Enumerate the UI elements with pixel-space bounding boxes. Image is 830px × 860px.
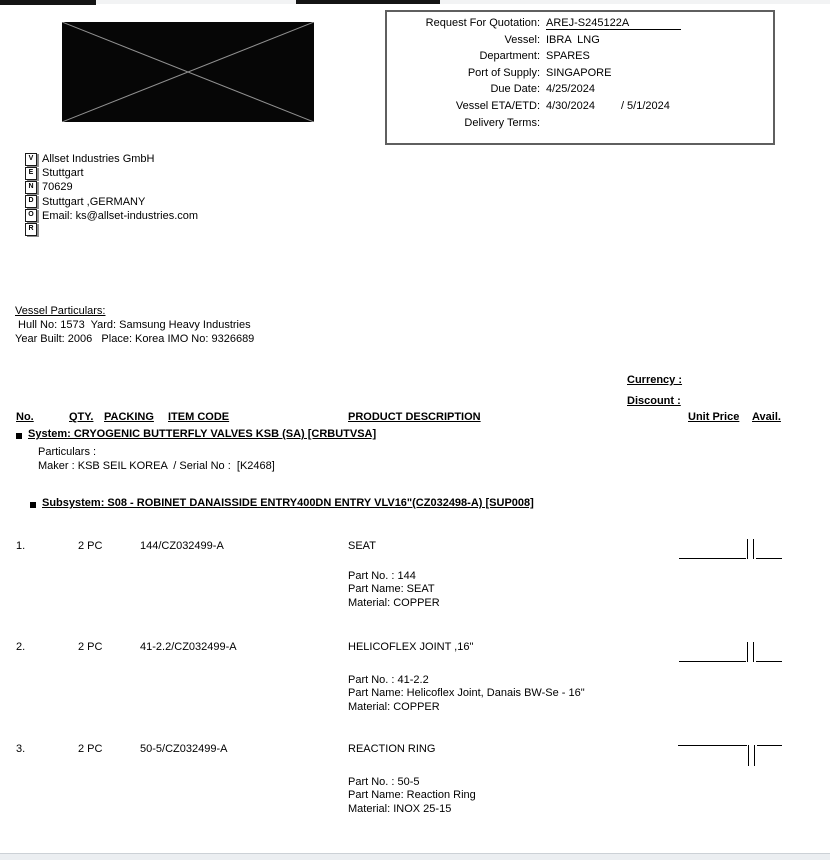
vendor-tag <box>25 153 39 237</box>
item-description: HELICOFLEX JOINT ,16" <box>348 641 474 653</box>
image-x-icon <box>62 22 314 122</box>
currency-label: Currency : <box>627 374 683 386</box>
vendor-tag-letter: O <box>25 209 37 222</box>
system-maker-line: Maker : KSB SEIL KOREA / Serial No : [K2468] <box>38 460 275 472</box>
price-divider-tick <box>753 539 754 559</box>
column-header-avail: Avail. <box>752 411 781 423</box>
delivery-terms-label: Delivery Terms: <box>464 116 540 129</box>
due-date-label: Due Date: <box>490 83 540 96</box>
item-qty: 2 PC <box>78 540 103 552</box>
item-detail-block <box>348 570 440 610</box>
vessel-particulars-line-2: Year Built: 2006 Place: Korea IMO No: 9326689 <box>15 333 255 346</box>
item-no: 2. <box>16 641 26 653</box>
page-bottom-edge <box>0 853 830 860</box>
vendor-address-block <box>42 152 198 223</box>
item-material: Material: INOX 25-15 <box>348 802 452 815</box>
item-code: 50-5/CZ032499-A <box>140 743 228 755</box>
eta-value: 4/30/2024 <box>546 99 595 112</box>
item-description: REACTION RING <box>348 743 436 755</box>
subsystem-title: Subsystem: S08 - ROBINET DANAISSIDE ENTRY400DN ENTRY VLV16"(CZ032498-A) [SUP008] <box>42 497 534 509</box>
vessel-particulars-line-1: Hull No: 1573 Yard: Samsung Heavy Industries <box>15 319 251 332</box>
avail-blank-line <box>756 558 782 559</box>
price-fields <box>679 539 782 559</box>
delivery-terms-row <box>395 117 767 134</box>
vessel-label: Vessel: <box>504 33 540 46</box>
item-material: Material: COPPER <box>348 596 440 609</box>
rfq-number-value: AREJ-S245122A <box>546 17 681 30</box>
subsystem-bullet-icon <box>30 502 36 508</box>
vendor-tag-letter: V <box>25 153 37 166</box>
item-part-no: Part No. : 41-2.2 <box>348 674 429 686</box>
rfq-info-box <box>385 10 775 145</box>
eta-etd-label: Vessel ETA/ETD: <box>455 99 540 112</box>
port-of-supply-label: Port of Supply: <box>467 66 540 79</box>
eta-etd-row <box>395 100 767 117</box>
item-code: 41-2.2/CZ032499-A <box>140 641 237 653</box>
system-bullet-icon <box>16 433 22 439</box>
vendor-postal-code: 70629 <box>42 181 73 194</box>
rfq-number-row <box>395 17 767 34</box>
price-divider-tick <box>754 745 755 766</box>
column-header-unit-price: Unit Price <box>688 411 740 423</box>
column-header-description: PRODUCT DESCRIPTION <box>348 411 481 423</box>
column-header-item-code: ITEM CODE <box>168 411 230 423</box>
item-part-no: Part No. : 144 <box>348 570 416 582</box>
vessel-particulars-title: Vessel Particulars: <box>15 305 106 317</box>
rfq-number-label: Request For Quotation: <box>425 17 540 29</box>
item-qty: 2 PC <box>78 743 103 755</box>
item-part-name: Part Name: SEAT <box>348 583 435 596</box>
due-date-row <box>395 83 767 100</box>
item-material: Material: COPPER <box>348 700 440 713</box>
item-no: 3. <box>16 743 26 755</box>
unit-price-blank-line <box>679 558 746 559</box>
price-divider-tick <box>747 539 748 559</box>
window-artifact-center <box>296 0 440 4</box>
price-fields <box>679 642 782 662</box>
vendor-tag-letter: N <box>25 181 37 194</box>
department-value: SPARES <box>546 50 590 63</box>
item-detail-block <box>348 674 585 714</box>
vessel-particulars-block <box>15 304 254 347</box>
department-row <box>395 50 767 67</box>
price-divider-tick <box>753 642 754 662</box>
vendor-country: Stuttgart ,GERMANY <box>42 195 146 208</box>
price-divider-tick <box>747 642 748 662</box>
item-no: 1. <box>16 540 26 552</box>
vendor-email: Email: ks@allset-industries.com <box>42 209 199 222</box>
column-header-qty: QTY. <box>69 411 94 423</box>
unit-price-blank-line <box>678 745 747 746</box>
vendor-tag-letter: R <box>25 223 37 236</box>
system-particulars-label: Particulars : <box>38 446 97 458</box>
etd-value: / 5/1/2024 <box>620 99 670 112</box>
due-date-value: 4/25/2024 <box>546 83 595 96</box>
window-artifact-left <box>0 0 96 5</box>
avail-blank-line <box>757 745 782 746</box>
column-header-packing: PACKING <box>104 411 154 423</box>
item-description: SEAT <box>348 540 376 552</box>
item-part-name: Part Name: Reaction Ring <box>348 789 476 802</box>
item-code: 144/CZ032499-A <box>140 540 224 552</box>
vessel-row <box>395 34 767 51</box>
column-header-no: No. <box>16 411 34 423</box>
vendor-city: Stuttgart <box>42 167 84 180</box>
item-part-name: Part Name: Helicoflex Joint, Danais BW-Se - 16" <box>348 687 585 700</box>
item-part-no: Part No. : 50-5 <box>348 776 420 788</box>
vendor-tag-letter: E <box>25 167 37 180</box>
item-detail-block <box>348 776 476 816</box>
vendor-tag-letter: D <box>25 195 37 208</box>
department-label: Department: <box>479 50 540 63</box>
port-of-supply-value: SINGAPORE <box>546 66 612 79</box>
price-divider-tick <box>748 745 749 766</box>
unit-price-blank-line <box>679 661 746 662</box>
avail-blank-line <box>756 661 782 662</box>
discount-label: Discount : <box>627 395 681 407</box>
logo-placeholder-image <box>62 22 314 122</box>
system-title: System: CRYOGENIC BUTTERFLY VALVES KSB (SA) [CRBUTVSA] <box>28 428 377 440</box>
item-qty: 2 PC <box>78 641 103 653</box>
vessel-value: IBRA LNG <box>546 33 600 46</box>
price-fields <box>678 745 782 766</box>
vendor-name: Allset Industries GmbH <box>42 153 155 165</box>
port-of-supply-row <box>395 67 767 84</box>
